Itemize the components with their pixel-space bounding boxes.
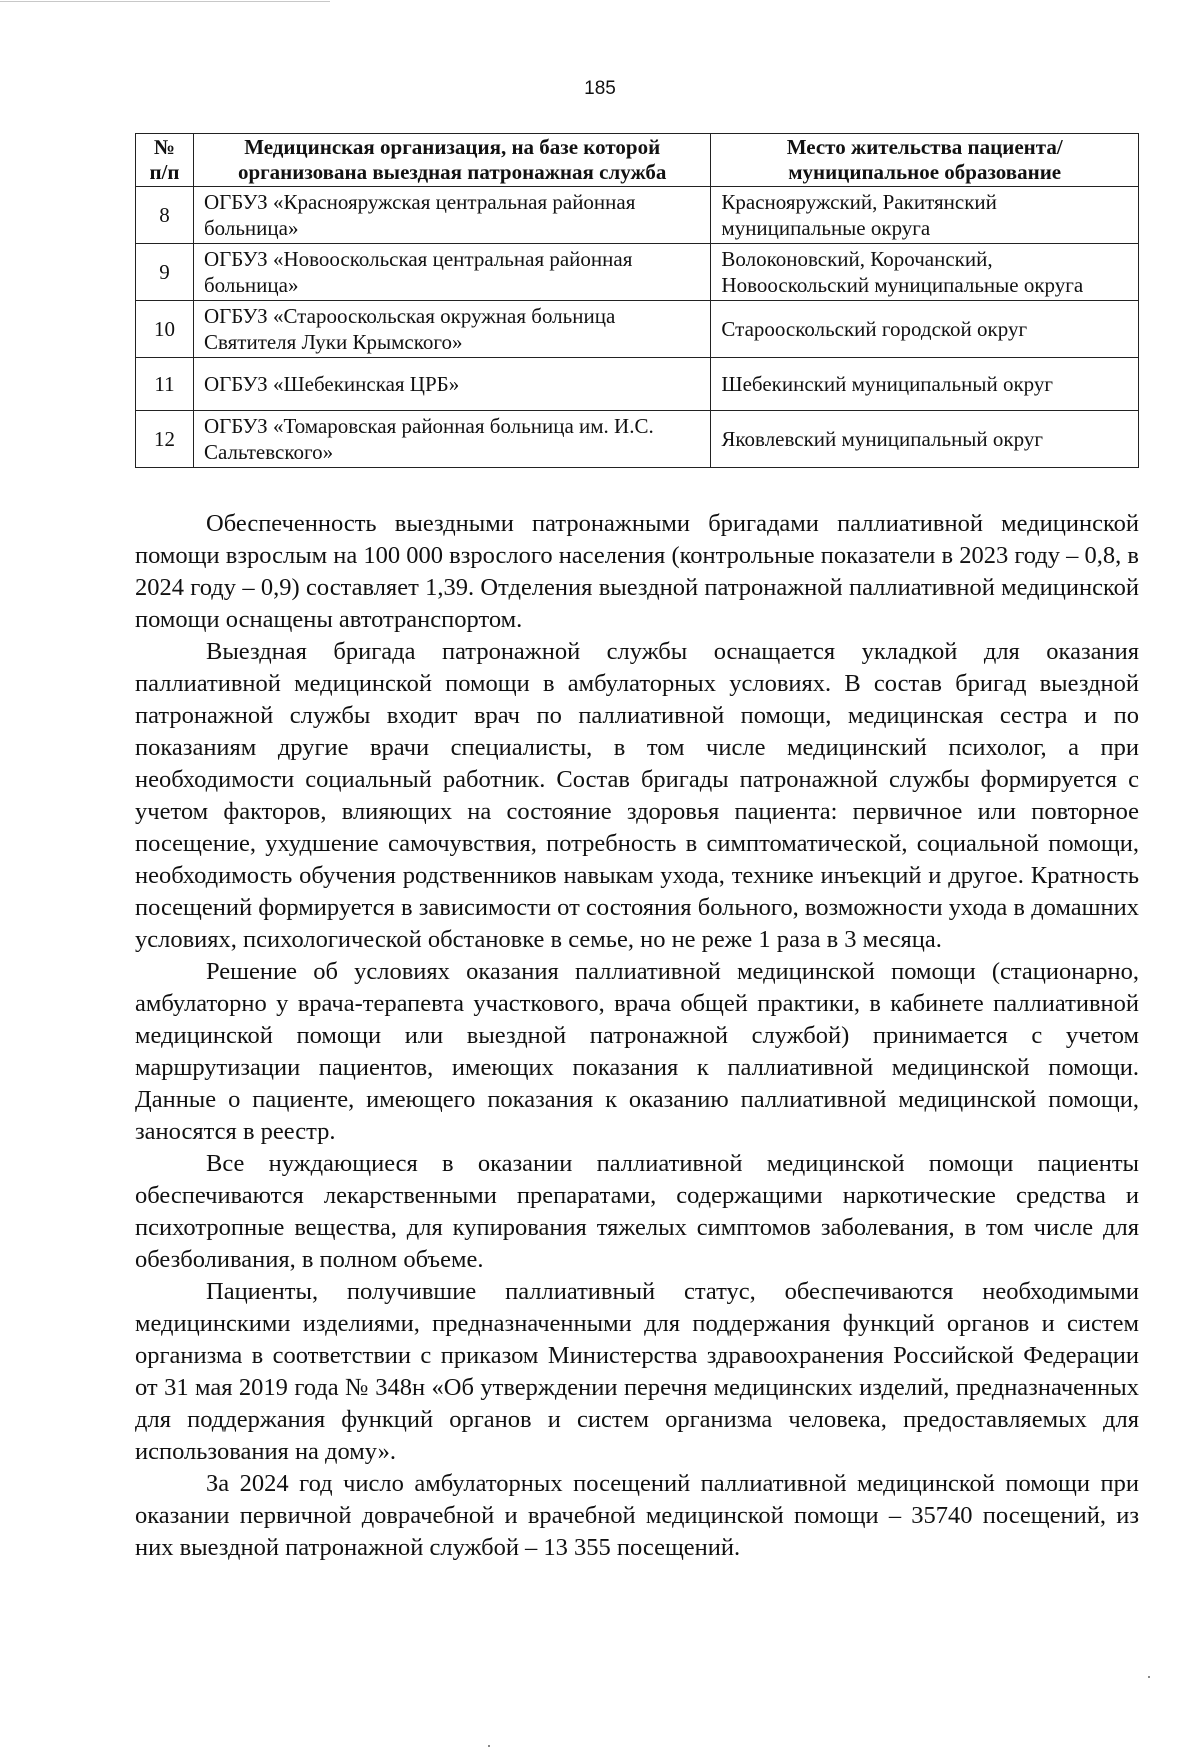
table-row xyxy=(136,187,1139,244)
row-residence: Яковлевский муниципальный округ xyxy=(711,411,1139,468)
row-organization: ОГБУЗ «Новооскольская центральная районная больница» xyxy=(193,244,710,301)
header-residence: Место жительства пациента/ муниципальное образование xyxy=(711,134,1139,187)
row-number: 9 xyxy=(136,244,194,301)
body-text xyxy=(135,508,1139,1564)
paragraph-provision: Обеспеченность выездными патронажными бригадами паллиативной медицинской помощи взрослым на 100 000 взрослого населения (контрольные показатели в 2023 году – 0,8, в 2024 году – 0,9) составляет 1,39. Отделения выездной патронажной паллиативной медицинской помощи оснащены автотранспортом. xyxy=(135,510,1139,633)
scan-speck xyxy=(488,1745,490,1747)
patronage-services-table xyxy=(135,133,1139,468)
header-number: № п/п xyxy=(136,134,194,187)
scan-edge-line xyxy=(0,1,330,2)
row-residence: Волоконовский, Корочанский, Новооскольский муниципальные округа xyxy=(711,244,1139,301)
row-residence: Старооскольский городской округ xyxy=(711,301,1139,358)
header-organization: Медицинская организация, на базе которой организована выездная патронажная служба xyxy=(193,134,710,187)
row-number: 8 xyxy=(136,187,194,244)
page-number: 185 xyxy=(584,78,616,99)
table-row xyxy=(136,358,1139,411)
row-organization: ОГБУЗ «Шебекинская ЦРБ» xyxy=(193,358,710,411)
row-number: 12 xyxy=(136,411,194,468)
row-residence: Краснояружский, Ракитянский муниципальные округа xyxy=(711,187,1139,244)
paragraph-devices: Пациенты, получившие паллиативный статус, обеспечиваются необходимыми медицинскими изделиями, предназначенными для поддержания функций органов и систем организма в соответствии с приказом Министерства здравоохранения Российской Федерации от 31 мая 2019 года № 348н «Об утверждении перечня медицинских изделий, предназначенных для поддержания функций органов и систем организма человека, предоставляемых для использования на дому». xyxy=(135,1278,1139,1465)
row-number: 11 xyxy=(136,358,194,411)
scan-speck xyxy=(1148,1676,1150,1678)
table-header-row xyxy=(136,134,1139,187)
row-organization: ОГБУЗ «Старооскольская окружная больница Святителя Луки Крымского» xyxy=(193,301,710,358)
table-row xyxy=(136,244,1139,301)
table-row xyxy=(136,301,1139,358)
row-number: 10 xyxy=(136,301,194,358)
paragraph-medication: Все нуждающиеся в оказании паллиативной медицинской помощи пациенты обеспечиваются лекарственными препаратами, содержащими наркотические средства и психотропные вещества, для купирования тяжелых симптомов заболевания, в том числе для обезболивания, в полном объеме. xyxy=(135,1150,1139,1273)
row-organization: ОГБУЗ «Томаровская районная больница им. И.С. Сальтевского» xyxy=(193,411,710,468)
paragraph-brigade: Выездная бригада патронажной службы оснащается укладкой для оказания паллиативной медицинской помощи в амбулаторных условиях. В состав бригад выездной патронажной службы входит врач по паллиативной помощи, медицинская сестра и по показаниям другие врачи специалисты, в том числе медицинский психолог, а при необходимости социальный работник. Состав бригады патронажной службы формируется с учетом факторов, влияющих на состояние здоровья пациента: первичное или повторное посещение, ухудшение самочувствия, потребность в симптоматической, социальной помощи, необходимость обучения родственников навыкам ухода, технике инъекций и другое. Кратность посещений формируется в зависимости от состояния больного, возможности ухода в домашних условиях, психологической обстановке в семье, но не реже 1 раза в 3 месяца. xyxy=(135,638,1139,953)
paragraph-visits: За 2024 год число амбулаторных посещений паллиативной медицинской помощи при оказании первичной доврачебной и врачебной медицинской помощи – 35740 посещений, из них выездной патронажной службой – 13 355 посещений. xyxy=(135,1470,1139,1561)
row-organization: ОГБУЗ «Краснояружская центральная районная больница» xyxy=(193,187,710,244)
table-row xyxy=(136,411,1139,468)
row-residence: Шебекинский муниципальный округ xyxy=(711,358,1139,411)
paragraph-decision: Решение об условиях оказания паллиативной медицинской помощи (стационарно, амбулаторно у врача-терапевта участкового, врача общей практики, в кабинете паллиативной медицинской помощи или выездной патронажной службой) принимается с учетом маршрутизации пациентов, имеющих показания к паллиативной медицинской помощи. Данные о пациенте, имеющего показания к оказанию паллиативной медицинской помощи, заносятся в реестр. xyxy=(135,958,1139,1145)
